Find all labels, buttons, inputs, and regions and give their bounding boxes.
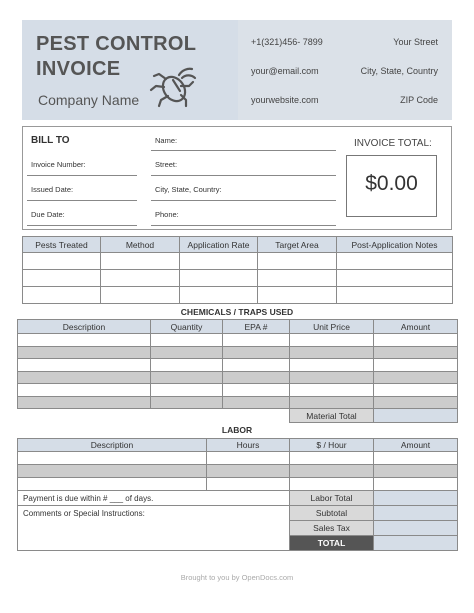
col-post-application-notes: Post-Application Notes: [337, 237, 453, 253]
col-epa: EPA #: [223, 320, 290, 334]
labor-total-label: Labor Total: [290, 491, 374, 506]
cockroach-icon: [146, 60, 202, 110]
labor-total-value[interactable]: [374, 491, 458, 506]
name-field[interactable]: [151, 150, 336, 151]
labor-section-title: LABOR: [221, 425, 253, 435]
col-description: Description: [18, 320, 151, 334]
table-row[interactable]: [18, 334, 458, 347]
col-method: Method: [101, 237, 180, 253]
table-row[interactable]: [18, 478, 458, 491]
col-rate: $ / Hour: [290, 439, 374, 452]
phone-label: Phone:: [155, 210, 179, 219]
street-text: Your Street: [393, 37, 438, 47]
zip-text: ZIP Code: [400, 95, 438, 105]
issued-date-label: Issued Date:: [31, 185, 74, 194]
col-pests-treated: Pests Treated: [23, 237, 101, 253]
title-line-2: INVOICE: [36, 58, 121, 80]
subtotal-label: Subtotal: [290, 506, 374, 521]
total-value[interactable]: [374, 536, 458, 551]
invoice-total-value: $0.00: [365, 172, 418, 195]
title-line-1: PEST CONTROL: [36, 33, 197, 55]
table-row[interactable]: [23, 270, 453, 287]
company-name: Company Name: [38, 92, 140, 108]
phone-text: +1(321)456- 7899: [251, 37, 323, 47]
issued-date-field[interactable]: [27, 200, 137, 201]
table-row[interactable]: [18, 371, 458, 384]
col-hours: Hours: [207, 439, 290, 452]
table-row[interactable]: [23, 287, 453, 304]
website-text: yourwebsite.com: [251, 95, 319, 105]
due-date-field[interactable]: [27, 225, 137, 226]
due-date-label: Due Date:: [31, 210, 65, 219]
city-field[interactable]: [151, 200, 336, 201]
labor-table: [17, 438, 458, 551]
phone-field[interactable]: [151, 225, 336, 226]
col-labor-amount: Amount: [374, 439, 458, 452]
invoice-number-field[interactable]: [27, 175, 137, 176]
table-row[interactable]: [18, 396, 458, 409]
name-label: Name:: [155, 136, 178, 145]
chemicals-section-title: CHEMICALS / TRAPS USED: [180, 307, 294, 317]
col-quantity: Quantity: [151, 320, 223, 334]
city-text: City, State, Country: [360, 66, 438, 76]
table-row[interactable]: [18, 346, 458, 359]
sales-tax-label: Sales Tax: [290, 521, 374, 536]
material-total-label: Material Total: [290, 409, 374, 423]
pests-table: [22, 236, 453, 304]
street-label: Street:: [155, 160, 178, 169]
bill-to-heading: BILL TO: [31, 135, 70, 146]
subtotal-value[interactable]: [374, 506, 458, 521]
email-text: your@email.com: [251, 66, 319, 76]
col-application-rate: Application Rate: [180, 237, 258, 253]
city-label: City, State, Country:: [155, 185, 222, 194]
col-unit-price: Unit Price: [290, 320, 374, 334]
col-labor-description: Description: [18, 439, 207, 452]
col-amount: Amount: [374, 320, 458, 334]
invoice-total-label: INVOICE TOTAL:: [354, 138, 432, 149]
table-row[interactable]: [18, 465, 458, 478]
sales-tax-value[interactable]: [374, 521, 458, 536]
total-label: TOTAL: [290, 536, 374, 551]
invoice-number-label: Invoice Number:: [31, 160, 86, 169]
chemicals-table: [17, 319, 458, 423]
street-field[interactable]: [151, 175, 336, 176]
material-total-value[interactable]: [374, 409, 458, 423]
payment-terms[interactable]: Payment is due within # ___ of days.: [18, 491, 290, 506]
col-target-area: Target Area: [258, 237, 337, 253]
comments-box[interactable]: Comments or Special Instructions:: [18, 506, 290, 551]
table-row[interactable]: [18, 452, 458, 465]
table-row[interactable]: [23, 253, 453, 270]
table-row[interactable]: [18, 384, 458, 397]
footer-credit: Brought to you by OpenDocs.com: [180, 573, 294, 582]
table-row[interactable]: [18, 359, 458, 372]
